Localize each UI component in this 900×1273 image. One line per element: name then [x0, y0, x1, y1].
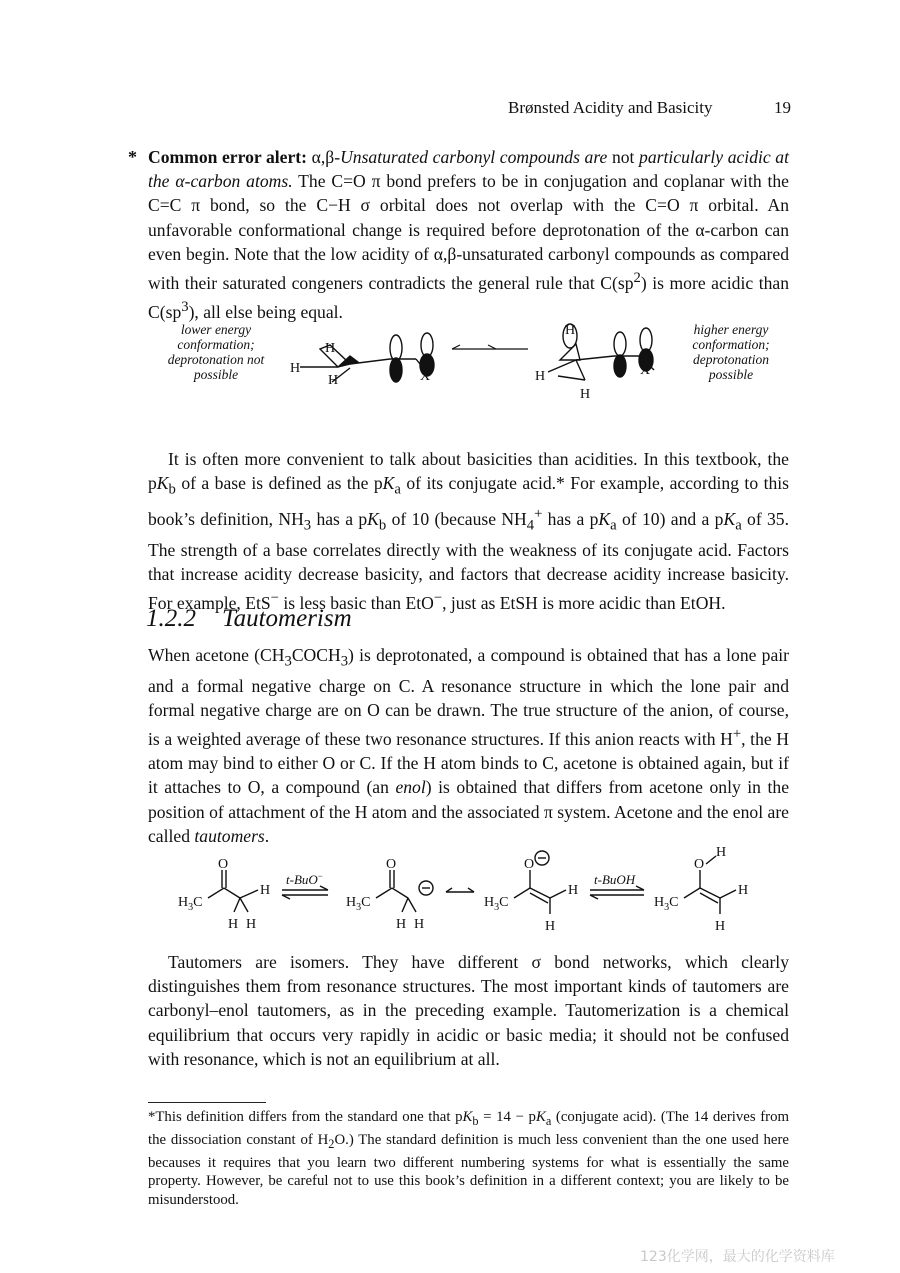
- reagent-tbuo: t-BuO: [286, 872, 318, 887]
- sub-a: a: [610, 517, 617, 534]
- reagent-label-1: [286, 871, 323, 887]
- sub-a: a: [545, 1113, 552, 1128]
- sub-3: 3: [664, 902, 670, 913]
- k-symbol: K: [598, 508, 611, 529]
- sub-b: b: [472, 1113, 479, 1128]
- text-run: ) is obtained that differs from acetone only in the position of attachment of the H atom and the associated π system. Acetone and the enol are called: [148, 777, 790, 846]
- k-symbol: K: [462, 1109, 473, 1125]
- text-run: has a p: [311, 508, 368, 529]
- k-symbol: K: [723, 508, 736, 529]
- atom-h: H: [260, 883, 271, 898]
- atom-c: C: [499, 895, 509, 910]
- sub-3: 3: [188, 902, 194, 913]
- left-conformation-structure: [300, 333, 434, 382]
- alert-italic-1: Unsaturated carbonyl compounds are: [340, 147, 608, 167]
- section-number: 1.2.2: [146, 605, 196, 632]
- alert-not: not: [607, 147, 640, 167]
- right-conformation-structure: [548, 324, 654, 380]
- reagent-label-2: t-BuOH: [594, 872, 636, 887]
- atom-o: O: [386, 857, 397, 872]
- sup-2: 2: [633, 270, 641, 287]
- k-symbol: K: [156, 473, 169, 494]
- section-title: Tautomerism: [222, 605, 352, 632]
- text-run: ) is deprotonated, a compound is obtained that has a lone pair and a formal negative charge on C. A resonance structure in which the lone pair and formal negative charge are on O can be drawn. The true structure of the anion, of course, is a weighted average of these two resonance structures. If this anion reacts with H: [148, 645, 790, 749]
- common-error-alert: [148, 145, 789, 324]
- equilibrium-arrow: [452, 345, 528, 349]
- footnote: [148, 1108, 789, 1210]
- text-run: , the H atom may bind to either O or C. If the H atom binds to C, acetone is obtained again, but if it attaches to O, a compound (an: [148, 728, 790, 798]
- tautomerism-paragraph: [148, 643, 789, 848]
- atom-h: H: [396, 917, 407, 932]
- atom-h: H: [346, 895, 357, 910]
- atom-h: H: [328, 373, 339, 388]
- right-conformation-caption: higher energy conformation; deprotonation possible: [692, 322, 770, 382]
- text-run: (conjugate acid). (The 14 derives from the dissociation constant of H: [148, 1109, 789, 1148]
- left-conformation-caption: lower energy conformation; deprotonation not possible: [167, 322, 265, 382]
- atom-c: C: [361, 895, 371, 910]
- methyl-label: [484, 895, 508, 913]
- alert-label: Common error alert:: [148, 147, 308, 167]
- alert-body: The C=O π bond prefers to be in conjugation and coplanar with the C=C π bond, so the C−H σ orbital does not overlap with the C=O π orbital. An unfavorable conformational change is required before deprotonation of the α-carbon can even begin. Note that the low acidity of α,β-unsaturated carbonyl compounds as compared with their saturated congeners contradicts the general rule that C(sp: [148, 171, 789, 293]
- methyl-label: [346, 895, 370, 913]
- term-tautomers: tautomers: [194, 825, 265, 846]
- sub-b: b: [168, 481, 176, 498]
- atom-h: H: [228, 917, 239, 932]
- sup-3: 3: [181, 299, 189, 316]
- site-watermark: 123化学网，最大的化学资料库: [640, 1249, 835, 1265]
- alert-bullet: *: [128, 147, 137, 167]
- text-run: is less basic than EtO: [278, 592, 434, 613]
- atom-x: X: [640, 363, 651, 378]
- atom-c: C: [669, 895, 679, 910]
- sup-minus: −: [317, 871, 323, 881]
- k-symbol: K: [535, 1109, 546, 1125]
- sub-3: 3: [284, 653, 292, 670]
- atom-h: H: [246, 917, 257, 932]
- sub-a: a: [735, 517, 742, 534]
- conformation-figure: [280, 312, 680, 412]
- text-run: *This definition differs from the standard one that p: [148, 1109, 463, 1125]
- atom-h: H: [325, 341, 336, 356]
- footnote-rule: [148, 1102, 266, 1103]
- sub-a: a: [394, 481, 401, 498]
- text-run: of 35. The strength of a base correlates directly with the weakness of its conjugate acid. Factors that increase acidity decrease basicity, and factors that decrease acidity increase basicity. For example, EtS: [148, 508, 790, 613]
- alert-end: ), all else being equal.: [188, 301, 343, 322]
- tautomer-scheme: [170, 840, 770, 940]
- text-run: .: [264, 825, 270, 846]
- atom-h: H: [178, 895, 189, 910]
- atom-c: C: [193, 895, 203, 910]
- atom-h: H: [738, 883, 749, 898]
- text-run: has a p: [542, 508, 599, 529]
- atom-o: O: [694, 857, 705, 872]
- running-header-title: Brønsted Acidity and Basicity: [508, 98, 713, 117]
- atom-o: O: [524, 857, 535, 872]
- atom-h: H: [414, 917, 425, 932]
- atom-h: H: [568, 883, 579, 898]
- text-run: O.) The standard definition is much less convenient than the one used here becauses it requires that you learn two different numbering systems for what is essentially the same property. However, be careful not to use this book’s definition in a different context; you are likely to be misunderstood.: [148, 1131, 789, 1209]
- sup-minus: −: [270, 589, 279, 606]
- atom-h: H: [535, 369, 546, 384]
- atom-h: H: [715, 919, 726, 934]
- methyl-label: [178, 895, 202, 913]
- text-run: COCH: [291, 645, 341, 665]
- sup-plus: +: [534, 505, 543, 522]
- atom-h: H: [654, 895, 665, 910]
- alert-italic-2: particularly acidic at the α-carbon atoms.: [148, 147, 789, 192]
- atom-h: H: [290, 361, 301, 376]
- atom-h: H: [565, 323, 576, 338]
- text-run: , just as EtSH is more acidic than EtOH.: [442, 592, 726, 613]
- sub-b: b: [378, 517, 387, 534]
- atom-x: X: [420, 369, 431, 384]
- text-run: of 10 (because NH: [386, 508, 527, 529]
- section-heading: [146, 605, 352, 633]
- sub-3: 3: [494, 902, 500, 913]
- sub-4: 4: [526, 517, 535, 534]
- alert-mid: ) is more acidic than C(sp: [148, 272, 789, 322]
- k-symbol: K: [367, 508, 379, 529]
- text-run: It is often more convenient to talk about basicities than acidities. In this textbook, the p: [148, 449, 789, 494]
- sub-3: 3: [356, 902, 362, 913]
- text-run: of its conjugate acid.* For example, according to this book’s definition, NH: [148, 473, 789, 529]
- atom-o: O: [218, 857, 229, 872]
- sub-3: 3: [303, 517, 312, 534]
- text-run: = 14 − p: [478, 1109, 536, 1125]
- text-run: When acetone (CH: [148, 645, 285, 665]
- alert-greek: α,β-: [311, 147, 341, 167]
- atom-h: H: [484, 895, 495, 910]
- sup-minus: −: [433, 589, 443, 606]
- atom-h: H: [716, 845, 727, 860]
- sub-3: 3: [340, 653, 349, 670]
- term-enol: enol: [395, 777, 426, 798]
- basicity-paragraph: [148, 447, 789, 615]
- sub-2: 2: [328, 1136, 335, 1151]
- atom-h: H: [545, 919, 556, 934]
- text-run: of 10) and a p: [616, 508, 724, 529]
- sup-plus: +: [732, 726, 742, 743]
- text-run: of a base is defined as the p: [175, 473, 383, 494]
- methyl-label: [654, 895, 678, 913]
- atom-h: H: [580, 387, 591, 402]
- k-symbol: K: [382, 473, 395, 494]
- tautomers-paragraph: Tautomers are isomers. They have different σ bond networks, which clearly distinguishes them from resonance structures. The most important kinds of tautomers are carbonyl–enol tautomers, as in the preceding example. Tautomerization is a chemical equilibrium that occurs very rapidly in acidic or basic media; it should not be confused with resonance, which is not an equilibrium at all.: [148, 952, 789, 1069]
- page-number: 19: [774, 98, 791, 117]
